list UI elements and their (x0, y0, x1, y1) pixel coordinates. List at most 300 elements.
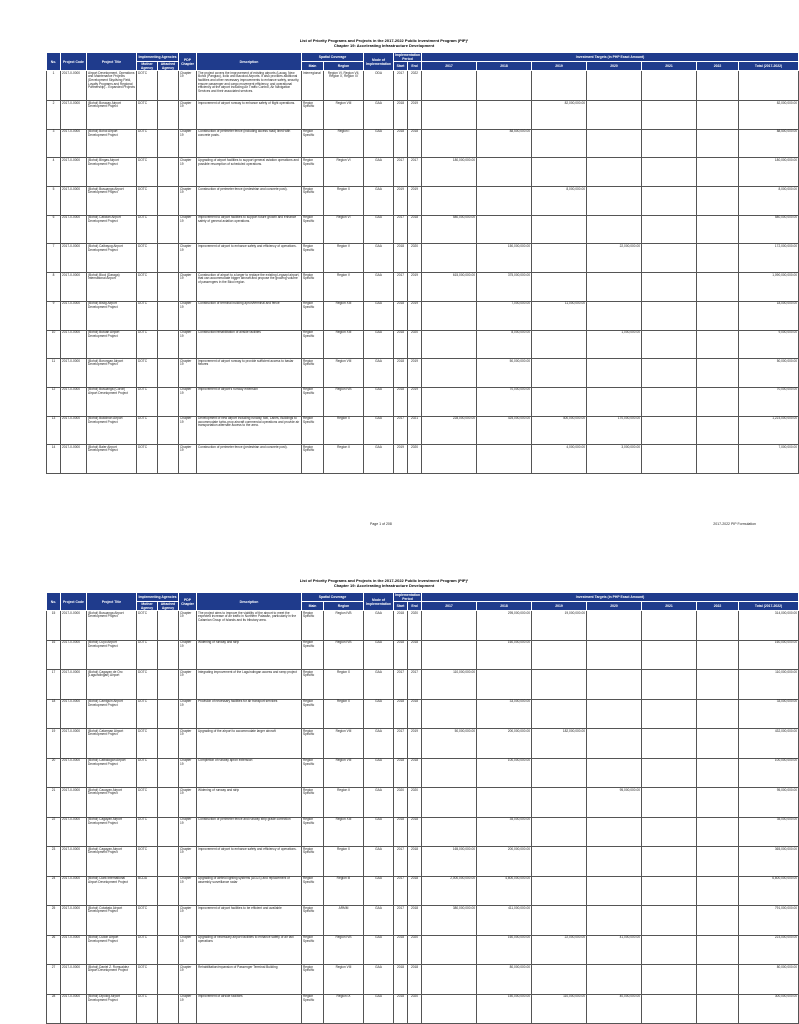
cell-no: 28 (47, 994, 61, 1024)
cell-2019 (532, 71, 587, 101)
col-2021: 2021 (642, 602, 697, 611)
cell-project-title: (Bohol) Busuanga (Coron) Airport Development Project (87, 387, 137, 416)
cell-mother-agency: DOTC (137, 330, 158, 359)
cell-2019 (532, 788, 587, 818)
cell-mother-agency: DOTC (137, 187, 158, 216)
cell-2020: 3,000,000.00 (587, 445, 642, 474)
cell-no: 22 (47, 817, 61, 847)
col-2020: 2020 (587, 62, 642, 71)
cell-2021 (642, 906, 697, 936)
col-implementing-agencies: Implementing Agencies (137, 593, 179, 602)
cell-end: 2019 (408, 101, 422, 130)
cell-2019 (532, 215, 587, 244)
cell-region: Region VIII (324, 101, 364, 130)
cell-2019: 82,000,000.00 (532, 101, 587, 130)
table-row (47, 301, 799, 330)
cell-2018 (477, 670, 532, 700)
cell-mode: GAA (364, 994, 394, 1024)
cell-total: 88,500,000.00 (739, 129, 799, 158)
cell-mode: GAA (364, 158, 394, 187)
cell-2019 (532, 699, 587, 729)
cell-2021 (642, 71, 697, 101)
cell-mother-agency: DOTC (137, 71, 158, 101)
cell-no: 26 (47, 935, 61, 965)
cell-start: 2019 (394, 187, 408, 216)
cell-start: 2018 (394, 301, 408, 330)
cell-attached-agency (158, 906, 179, 936)
cell-2017 (422, 758, 477, 788)
cell-start: 2018 (394, 935, 408, 965)
table-row (47, 758, 799, 788)
cell-no: 2 (47, 101, 61, 130)
col-mother-agency: Mother Agency (137, 602, 158, 611)
cell-start: 2017 (394, 847, 408, 877)
cell-main: Interregional (302, 71, 324, 101)
cell-pdp-chapter: Chapter 19 (179, 445, 197, 474)
cell-2017 (422, 994, 477, 1024)
cell-2019 (532, 965, 587, 995)
table-row (47, 359, 799, 388)
cell-2021 (642, 847, 697, 877)
col-description: Description (197, 53, 302, 71)
cell-mother-agency: DOTC (137, 965, 158, 995)
cell-2020 (587, 187, 642, 216)
cell-no: 11 (47, 359, 61, 388)
cell-description: Upgrading of necessary airport facilities to enhance safety of air taxi operations (197, 935, 302, 965)
cell-attached-agency (158, 640, 179, 670)
table-row (47, 445, 799, 474)
cell-no: 13 (47, 416, 61, 445)
cell-project-title: (Bohol) Cuyo Airport Development Project (87, 640, 137, 670)
cell-2020 (587, 273, 642, 302)
cell-start: 2017 (394, 158, 408, 187)
col-total: Total (2017-2022) (739, 62, 799, 71)
cell-mother-agency: DOTC (137, 158, 158, 187)
cell-project-code: 2017-0-0000 (61, 699, 87, 729)
col-mode: Mode of Implementation (364, 53, 394, 71)
col-2017: 2017 (422, 62, 477, 71)
col-2018: 2018 (477, 62, 532, 71)
cell-region: Region IVB (324, 935, 364, 965)
cell-end: 2019 (408, 273, 422, 302)
col-spatial-coverage: Spatial Coverage (302, 593, 364, 602)
cell-end: 2018 (408, 215, 422, 244)
cell-main: Region Specific (302, 817, 324, 847)
cell-no: 27 (47, 965, 61, 995)
cell-mother-agency: DOTC (137, 416, 158, 445)
cell-no: 9 (47, 301, 61, 330)
cell-mode: GAA (364, 906, 394, 936)
cell-project-code: 2017-0-0000 (61, 416, 87, 445)
cell-start: 2017 (394, 71, 408, 101)
cell-project-code: 2017-0-0000 (61, 187, 87, 216)
cell-description: Construction of terminal building apron/terminal and fence (197, 301, 302, 330)
cell-no: 6 (47, 215, 61, 244)
cell-region: Region VIII (324, 758, 364, 788)
cell-2017 (422, 129, 477, 158)
pip-table-body (47, 71, 799, 474)
cell-description: Improvement of airport runway to enhance safety of flight operations. (197, 101, 302, 130)
cell-project-title: (Bohol) Caticlan Airport Development Project (87, 215, 137, 244)
cell-main: Region Specific (302, 699, 324, 729)
cell-project-code: 2017-0-0000 (61, 71, 87, 101)
cell-main: Region Specific (302, 935, 324, 965)
cell-2022 (697, 101, 739, 130)
cell-2022 (697, 273, 739, 302)
col-attached-agency: Attached Agency (158, 62, 179, 71)
cell-project-code: 2017-0-0000 (61, 788, 87, 818)
cell-project-title: Airport Development, Operations and Maintenance Projects (Development Skydiving Field, Loyalty Programs and Regional Partnership) - Expanded Projects (87, 71, 137, 101)
cell-description: Upgrading of the airport to accommodate larger aircraft (197, 729, 302, 759)
cell-main: Region Specific (302, 273, 324, 302)
cell-description: Improvement of airport facilities to be efficient and available (197, 906, 302, 936)
col-description: Description (197, 593, 302, 611)
cell-end: 2020 (408, 994, 422, 1024)
cell-2018: 35,000,000.00 (477, 817, 532, 847)
cell-end: 2018 (408, 906, 422, 936)
cell-mode: GAA (364, 330, 394, 359)
cell-region: Region V (324, 273, 364, 302)
cell-pdp-chapter: Chapter 19 (179, 330, 197, 359)
cell-project-title: (Bohol) Cagayan Airport Development Project (87, 847, 137, 877)
cell-total: 172,000,000.00 (739, 244, 799, 273)
cell-2017 (422, 387, 477, 416)
cell-project-code: 2017-0-0000 (61, 330, 87, 359)
cell-start: 2018 (394, 244, 408, 273)
col-pdp-chapter: PDP Chapter (179, 593, 197, 611)
cell-region: Region IVB (324, 640, 364, 670)
cell-end: 2018 (408, 876, 422, 906)
cell-main: Region Specific (302, 640, 324, 670)
cell-2018 (477, 445, 532, 474)
cell-2022 (697, 330, 739, 359)
pip-table (46, 592, 799, 1024)
cell-region: Region II (324, 788, 364, 818)
col-end: End (408, 62, 422, 71)
cell-2021 (642, 158, 697, 187)
cell-region: Region IVB (324, 611, 364, 641)
cell-2021 (642, 101, 697, 130)
cell-mode: GAA (364, 387, 394, 416)
cell-2021 (642, 187, 697, 216)
cell-attached-agency (158, 387, 179, 416)
table-row (47, 847, 799, 877)
cell-2018: 8,000,000.00 (477, 330, 532, 359)
cell-no: 12 (47, 387, 61, 416)
cell-2020 (587, 876, 642, 906)
table-row (47, 640, 799, 670)
cell-description: Construction of airport to a larger to replace the existing Legazpi airport, that can accommodate bigger aircraft and propose the growing volume of passengers in the Bicol region. (197, 273, 302, 302)
cell-2017: 380,000,000.00 (422, 906, 477, 936)
cell-description: Completion of runway apron extension (197, 758, 302, 788)
cell-2022 (697, 935, 739, 965)
cell-2020 (587, 699, 642, 729)
cell-2021 (642, 445, 697, 474)
cell-mother-agency: DOTC (137, 994, 158, 1024)
cell-end: 2020 (408, 788, 422, 818)
cell-project-code: 2017-0-0000 (61, 935, 87, 965)
cell-start: 2018 (394, 101, 408, 130)
cell-end: 2019 (408, 359, 422, 388)
cell-end: 2020 (408, 935, 422, 965)
table-row (47, 611, 799, 641)
col-mother-agency: Mother Agency (137, 62, 158, 71)
cell-mother-agency: DOTC (137, 847, 158, 877)
cell-2022 (697, 670, 739, 700)
cell-description: Improvement to airport facilities to support future growth and enhance safety of general aviation operations. (197, 215, 302, 244)
cell-2019 (532, 817, 587, 847)
cell-total: 80,000,000.00 (739, 965, 799, 995)
cell-mode: GAA (364, 273, 394, 302)
cell-mother-agency: DOTC (137, 301, 158, 330)
cell-pdp-chapter: Chapter 19 (179, 71, 197, 101)
cell-description: Improvement of airport's runway extension (197, 387, 302, 416)
cell-2020: 95,000,000.00 (587, 788, 642, 818)
cell-end: 2018 (408, 965, 422, 995)
col-total: Total (2017-2022) (739, 602, 799, 611)
cell-mother-agency: DOTC (137, 273, 158, 302)
cell-2018: 375,000,000.00 (477, 273, 532, 302)
cell-total: 223,000,000.00 (739, 935, 799, 965)
cell-start: 2017 (394, 729, 408, 759)
cell-project-title: (Bohol) Daniel Z. Romualdez Airport Development Project (87, 965, 137, 995)
cell-2022 (697, 699, 739, 729)
cell-2018: 4,600,000,000.00 (477, 876, 532, 906)
cell-project-code: 2017-0-0000 (61, 101, 87, 130)
cell-2021 (642, 611, 697, 641)
cell-total: 791,000,000.00 (739, 906, 799, 936)
cell-project-title: (Bohol) Bislig Airport Development Project (87, 301, 137, 330)
cell-2021 (642, 416, 697, 445)
cell-2019: 11,000,000.00 (532, 301, 587, 330)
cell-end: 2020 (408, 445, 422, 474)
cell-main: Region Specific (302, 129, 324, 158)
table-row (47, 387, 799, 416)
cell-2021 (642, 994, 697, 1024)
cell-project-code: 2017-0-0000 (61, 847, 87, 877)
cell-main: Region Specific (302, 788, 324, 818)
cell-mode: GAA (364, 729, 394, 759)
cell-mode: GAA (364, 847, 394, 877)
cell-mother-agency: DOTC (137, 129, 158, 158)
cell-attached-agency (158, 416, 179, 445)
cell-pdp-chapter: Chapter 19 (179, 416, 197, 445)
cell-2017 (422, 359, 477, 388)
cell-attached-agency (158, 729, 179, 759)
cell-region: Region II (324, 445, 364, 474)
cell-2018: 295,000,000.00 (477, 611, 532, 641)
cell-mode: GAA (364, 129, 394, 158)
cell-project-title: (Bohol) Boracay Airport Development Project (87, 101, 137, 130)
table-row (47, 215, 799, 244)
cell-2017 (422, 187, 477, 216)
cell-project-title: (Bohol) Busuanga Airport Development Project (87, 611, 137, 641)
cell-2017 (422, 640, 477, 670)
cell-2017: 165,000,000.00 (422, 847, 477, 877)
col-implementation-period: Implementation Period (394, 593, 421, 601)
cell-project-code: 2017-0-0000 (61, 729, 87, 759)
cell-2017 (422, 445, 477, 474)
cell-2019: 182,000,000.00 (532, 729, 587, 759)
cell-2020 (587, 158, 642, 187)
cell-2018 (477, 158, 532, 187)
cell-start: 2018 (394, 699, 408, 729)
cell-end: 2018 (408, 758, 422, 788)
cell-project-code: 2017-0-0000 (61, 387, 87, 416)
cell-attached-agency (158, 158, 179, 187)
col-no: No. (47, 593, 61, 611)
cell-mother-agency: DOTC (137, 788, 158, 818)
cell-mother-agency: DOTC (137, 817, 158, 847)
cell-project-code: 2017-0-0000 (61, 670, 87, 700)
cell-start: 2017 (394, 215, 408, 244)
pip-table-body (47, 611, 799, 1024)
cell-main: Region Specific (302, 330, 324, 359)
cell-total: 9,000,000.00 (739, 330, 799, 359)
cell-no: 3 (47, 129, 61, 158)
cell-project-title: (Bohol) Cauayan Airport Development Project (87, 788, 137, 818)
cell-project-title: (Bohol) Culion Airport Development Project (87, 935, 137, 965)
cell-start: 2018 (394, 640, 408, 670)
cell-2022 (697, 876, 739, 906)
cell-mode: GAA (364, 187, 394, 216)
cell-project-title: (Bohol) Baler Airport Development Project (87, 445, 137, 474)
cell-attached-agency (158, 876, 179, 906)
col-2022: 2022 (697, 62, 739, 71)
cell-start: 2017 (394, 876, 408, 906)
cell-project-title: (Bohol) Dipolog Airport Development Project (87, 994, 137, 1024)
cell-project-title: (Bohol) Butuan Airport Development Project (87, 330, 137, 359)
cell-end: 2018 (408, 847, 422, 877)
cell-total: 1,223,000,000.00 (739, 416, 799, 445)
cell-total: 7,000,000.00 (739, 445, 799, 474)
page-title (0, 38, 768, 48)
cell-region: Region X (324, 699, 364, 729)
cell-2021 (642, 301, 697, 330)
cell-region: Region VIII (324, 729, 364, 759)
cell-2022 (697, 965, 739, 995)
col-2020: 2020 (587, 602, 642, 611)
cell-2017 (422, 71, 477, 101)
cell-2020: 170,000,000.00 (587, 416, 642, 445)
cell-mode: GAA (364, 935, 394, 965)
cell-start: 2017 (394, 416, 408, 445)
cell-no: 25 (47, 906, 61, 936)
col-implementation-period: Implementation Period (394, 53, 421, 61)
cell-2021 (642, 359, 697, 388)
cell-pdp-chapter: Chapter 19 (179, 387, 197, 416)
cell-project-code: 2017-0-0000 (61, 611, 87, 641)
cell-project-title: (Bohol) Catbalogan Airport Development Project (87, 758, 137, 788)
col-2019: 2019 (532, 602, 587, 611)
cell-2020 (587, 906, 642, 936)
cell-region: Region VI (324, 215, 364, 244)
cell-2018: 150,000,000.00 (477, 994, 532, 1024)
cell-2021 (642, 699, 697, 729)
cell-pdp-chapter: Chapter 19 (179, 215, 197, 244)
cell-attached-agency (158, 187, 179, 216)
cell-pdp-chapter: Chapter 19 (179, 101, 197, 130)
cell-no: 15 (47, 611, 61, 641)
cell-region: Region VIII (324, 359, 364, 388)
cell-description: Construction/rehabilitation of airside facilities (197, 330, 302, 359)
cell-mode: GAA (364, 244, 394, 273)
cell-attached-agency (158, 670, 179, 700)
cell-no: 5 (47, 187, 61, 216)
cell-no: 10 (47, 330, 61, 359)
cell-2020 (587, 729, 642, 759)
cell-2020 (587, 387, 642, 416)
cell-2020 (587, 359, 642, 388)
cell-2019 (532, 876, 587, 906)
cell-description: The project covers the improvement of existing airports (Laoag, New Bohol (Panglao), Iloilo and Bacolod Airports. It also provides additional facilities and other necessary improvements to enhance safety, security, ensure passenger and cargo movement efficiency, and operational efficiency at the airport including Air Traffic Control, Air Navigation Services and their associated services. (197, 71, 302, 101)
cell-region: Region IVB (324, 387, 364, 416)
cell-mode: GAA (364, 611, 394, 641)
cell-mother-agency: DOTC (137, 758, 158, 788)
cell-start: 2018 (394, 758, 408, 788)
cell-mother-agency: DOTC (137, 906, 158, 936)
cell-project-code: 2017-0-0000 (61, 817, 87, 847)
cell-no: 17 (47, 670, 61, 700)
cell-region: Region IX (324, 994, 364, 1024)
cell-main: Region Specific (302, 387, 324, 416)
cell-region: Region I (324, 129, 364, 158)
cell-total: 160,000,000.00 (739, 640, 799, 670)
cell-pdp-chapter: Chapter 19 (179, 965, 197, 995)
col-spatial-coverage: Spatial Coverage (302, 53, 364, 62)
cell-project-code: 2017-0-0000 (61, 158, 87, 187)
cell-description: Widening of runway and strip (197, 640, 302, 670)
cell-project-code: 2017-0-0000 (61, 301, 87, 330)
cell-project-title: (Bohol) Cotabato Airport Development Project (87, 906, 137, 936)
cell-main: Region Specific (302, 847, 324, 877)
cell-2020 (587, 215, 642, 244)
cell-end: 2020 (408, 330, 422, 359)
cell-2021 (642, 215, 697, 244)
cell-total: 70,000,000.00 (739, 387, 799, 416)
cell-2018 (477, 788, 532, 818)
cell-main: Region Specific (302, 215, 324, 244)
cell-total: 110,000,000.00 (739, 670, 799, 700)
cell-main: Region Specific (302, 670, 324, 700)
col-main: Main (302, 62, 324, 71)
table-row (47, 935, 799, 965)
cell-no: 20 (47, 758, 61, 788)
col-mode: Mode of Implementation (364, 593, 394, 611)
cell-end: 2019 (408, 729, 422, 759)
cell-project-code: 2017-0-0000 (61, 876, 87, 906)
cell-mother-agency: DOTC (137, 244, 158, 273)
cell-main: Region Specific (302, 729, 324, 759)
cell-mother-agency: DOTC (137, 387, 158, 416)
cell-2018: 70,000,000.00 (477, 387, 532, 416)
cell-region: Region XIII (324, 330, 364, 359)
cell-start: 2018 (394, 965, 408, 995)
cell-2022 (697, 244, 739, 273)
cell-2019 (532, 847, 587, 877)
cell-attached-agency (158, 965, 179, 995)
cell-2022 (697, 906, 739, 936)
cell-pdp-chapter: Chapter 19 (179, 129, 197, 158)
cell-end: 2019 (408, 387, 422, 416)
cell-2017 (422, 101, 477, 130)
cell-pdp-chapter: Chapter 19 (179, 611, 197, 641)
cell-2018: 200,000,000.00 (477, 847, 532, 877)
cell-no: 24 (47, 876, 61, 906)
cell-start: 2017 (394, 906, 408, 936)
cell-2020 (587, 101, 642, 130)
cell-2019 (532, 906, 587, 936)
